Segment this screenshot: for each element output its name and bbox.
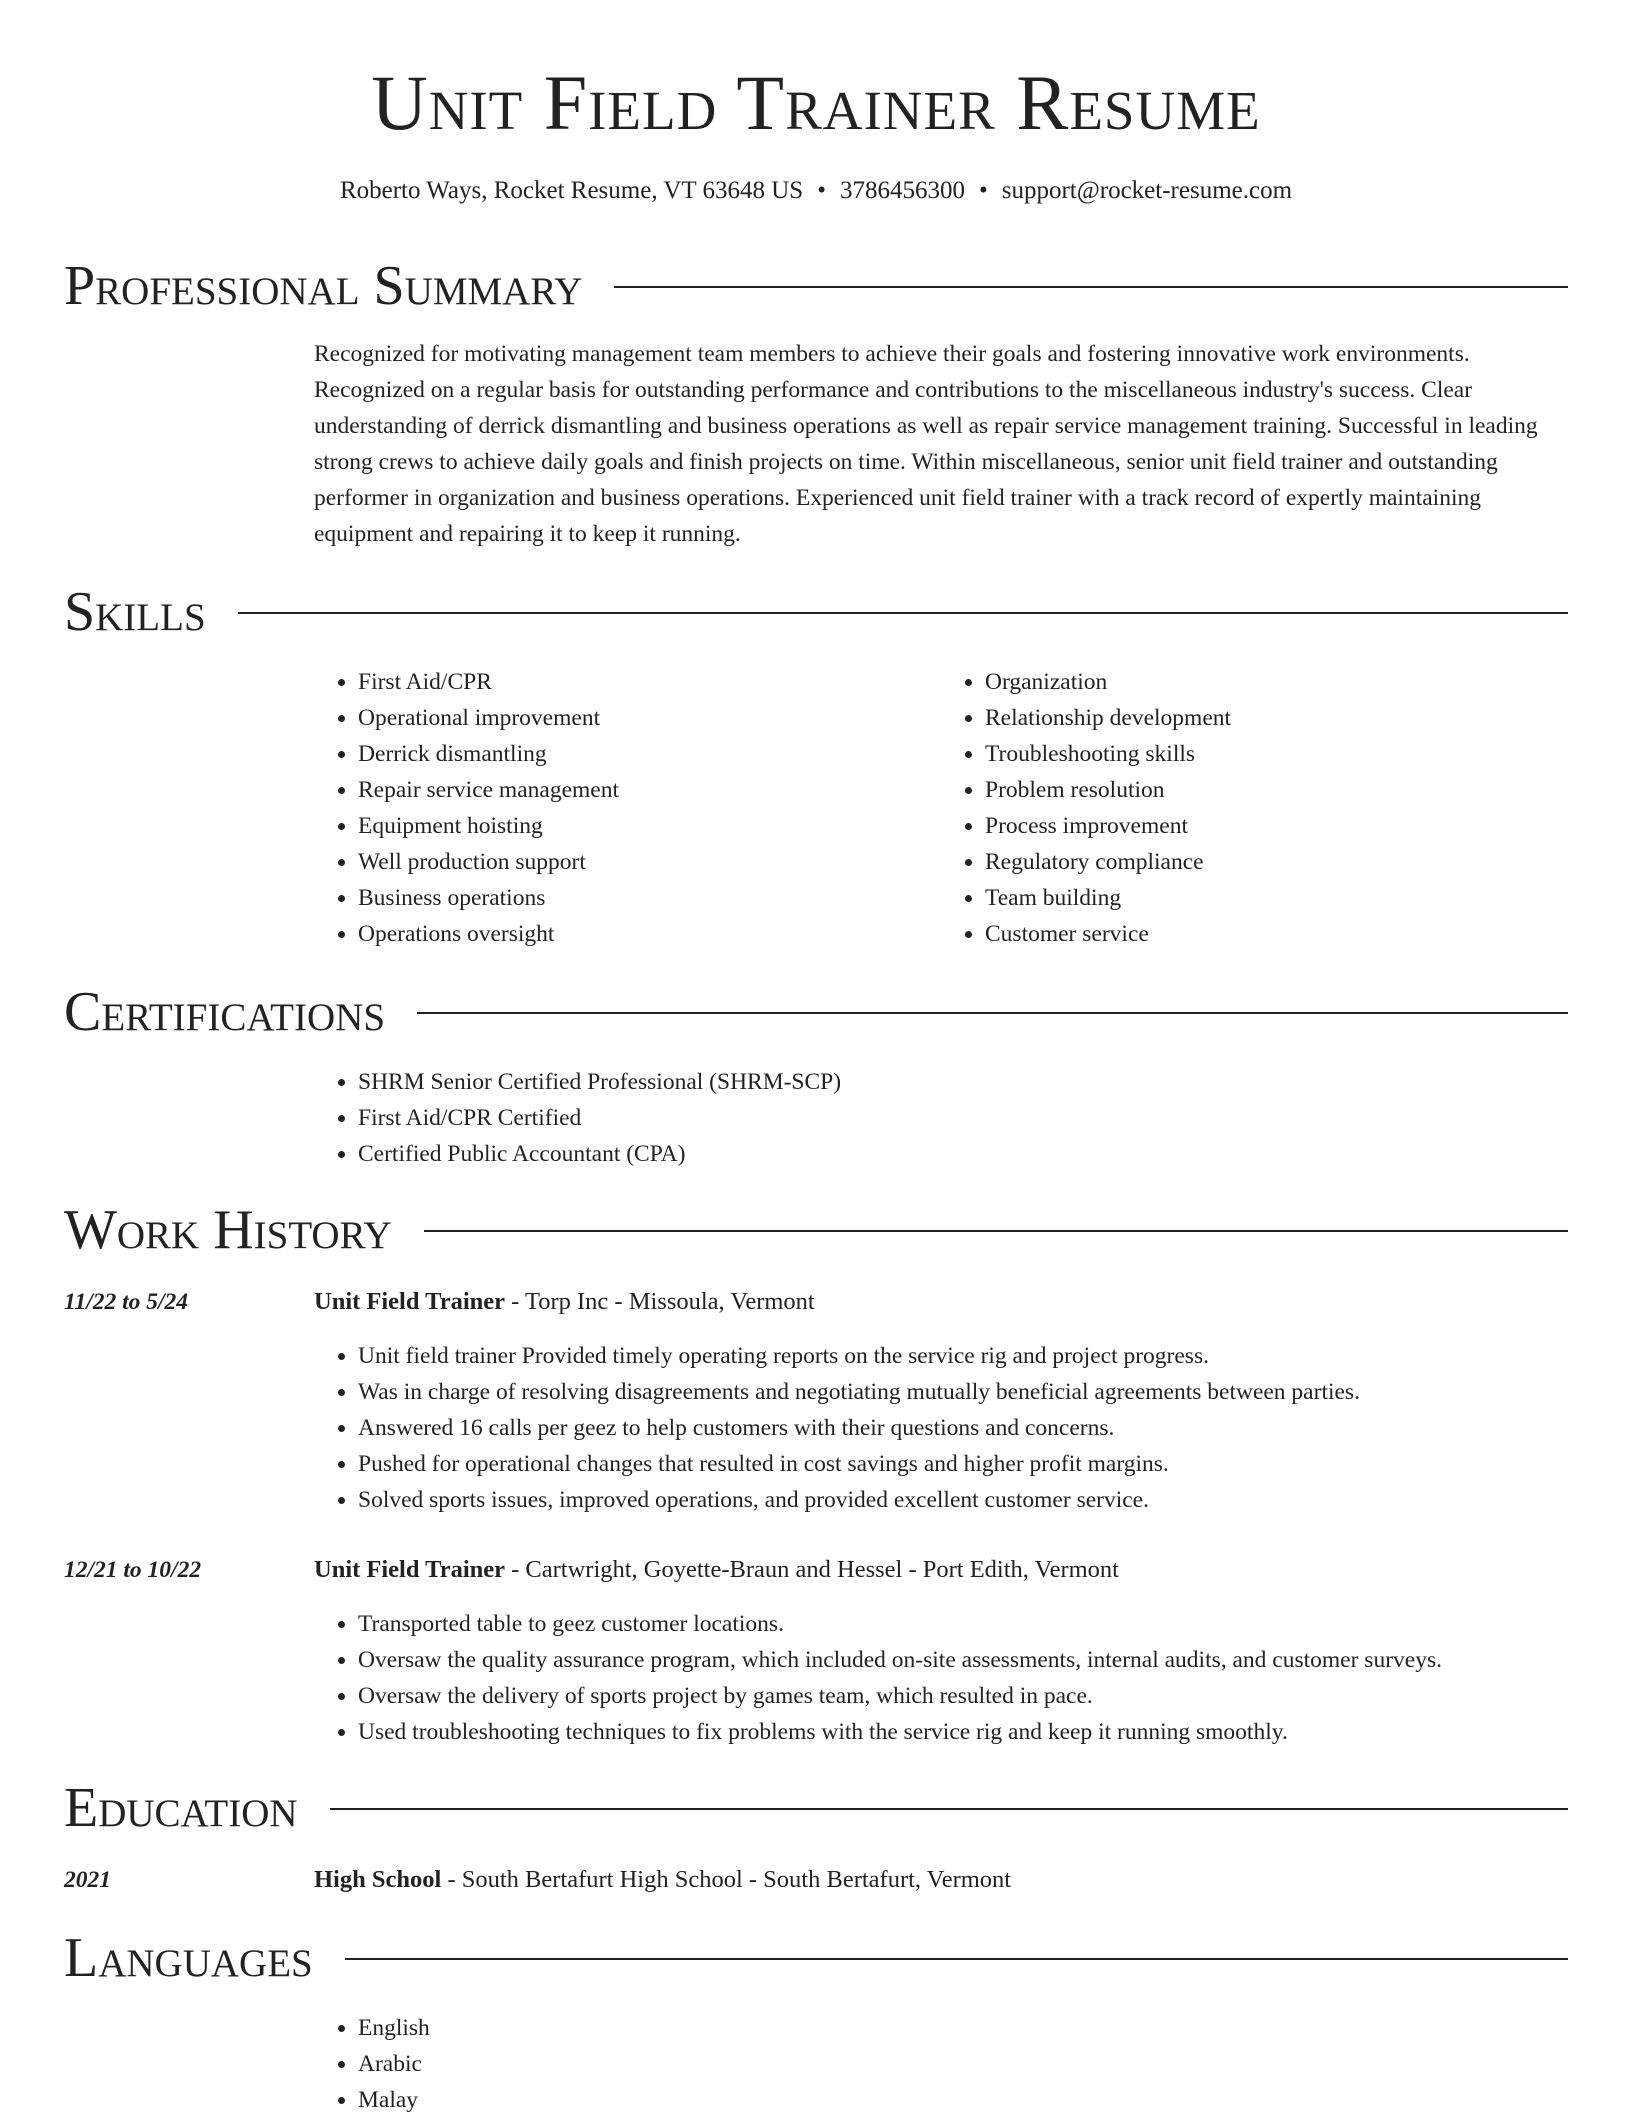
education-degree: High School (314, 1866, 442, 1893)
job-title: Unit Field Trainer (314, 1556, 505, 1583)
job-dates: 11/22 to 5/24 (64, 1289, 189, 1315)
contact-email[interactable]: support@rocket-resume.com (1001, 177, 1293, 204)
education-details: - South Bertafurt High School - South Bertafurt, Vermont (441, 1866, 1012, 1893)
skill-item: • Regulatory compliance (985, 844, 1568, 880)
section-divider (238, 612, 1568, 614)
job-bullet: • Solved sports issues, improved operations, and provided excellent customer service. (358, 1482, 1568, 1518)
certification-item: • SHRM Senior Certified Professional (SHRM-SCP) (358, 1064, 1568, 1100)
section-heading: Skills (64, 581, 206, 643)
skill-item: • Operations oversight (358, 916, 941, 952)
job-bullet: • Used troubleshooting techniques to fix problems with the service rig and keep it running smoothly. (358, 1714, 1568, 1750)
skill-item: • Business operations (358, 880, 941, 916)
languages-list-wrap (314, 2010, 1568, 2118)
job-bullets-wrap (314, 1338, 1568, 1518)
contact-line (64, 174, 1568, 208)
section-languages (64, 1926, 1568, 1990)
certification-item: • Certified Public Accountant (CPA) (358, 1136, 1568, 1172)
section-professional-summary (64, 254, 1568, 318)
skills-list-right (941, 664, 1568, 952)
section-work-history (64, 1198, 1568, 1262)
skill-item: • Repair service management (358, 772, 941, 808)
job-bullet: • Answered 16 calls per geez to help customers with their questions and concerns. (358, 1410, 1568, 1446)
section-heading: Work History (64, 1199, 392, 1261)
job-dates: 12/21 to 10/22 (64, 1557, 202, 1583)
section-heading: Languages (64, 1927, 313, 1989)
skill-item: • First Aid/CPR (358, 664, 941, 700)
job-title: Unit Field Trainer (314, 1288, 505, 1315)
contact-phone: 3786456300 (839, 177, 965, 204)
resume-title: Unit Field Trainer Resume (371, 59, 1261, 146)
section-divider (417, 1012, 1568, 1014)
skill-item: • Well production support (358, 844, 941, 880)
section-divider (614, 286, 1568, 288)
contact-separator: • (817, 177, 826, 204)
job-bullet: • Was in charge of resolving disagreements and negotiating mutually beneficial agreements between parties. (358, 1374, 1568, 1410)
skills-list-left (314, 664, 941, 952)
certifications-list (314, 1064, 1568, 1172)
skill-item: • Process improvement (985, 808, 1568, 844)
skill-item: • Team building (985, 880, 1568, 916)
job-details: - Cartwright, Goyette-Braun and Hessel - Port Edith, Vermont (505, 1556, 1119, 1583)
skill-item: • Equipment hoisting (358, 808, 941, 844)
section-heading: Professional Summary (64, 255, 583, 317)
certifications-list-wrap (314, 1064, 1568, 1172)
job-header (314, 1284, 1568, 1320)
skill-item: • Customer service (985, 916, 1568, 952)
contact-address: Roberto Ways, Rocket Resume, VT 63648 US (339, 177, 804, 204)
section-divider (345, 1958, 1568, 1960)
section-education (64, 1776, 1568, 1840)
education-year: 2021 (64, 1867, 111, 1893)
job-bullet: • Transported table to geez customer locations. (358, 1606, 1568, 1642)
skill-item: • Problem resolution (985, 772, 1568, 808)
section-heading: Education (64, 1777, 298, 1839)
job-bullets (314, 1606, 1568, 1750)
section-heading: Certifications (64, 981, 386, 1043)
skill-item: • Derrick dismantling (358, 736, 941, 772)
job-bullets (314, 1338, 1568, 1518)
language-item: • English (358, 2010, 1568, 2046)
job-bullet: • Pushed for operational changes that resulted in cost savings and higher profit margins. (358, 1446, 1568, 1482)
language-item: • Arabic (358, 2046, 1568, 2082)
languages-list (314, 2010, 1568, 2118)
job-details: - Torp Inc - Missoula, Vermont (505, 1288, 815, 1315)
skills-columns (314, 664, 1568, 952)
job-bullet: • Oversaw the delivery of sports project by games team, which resulted in pace. (358, 1678, 1568, 1714)
summary-text: Recognized for motivating management team members to achieve their goals and fostering innovative work environments. Recognized on a regular basis for outstanding performance and contributions to the miscellaneous industry's success. Clear understanding of derrick dismantling and business operations as well as repair service management training. Successful in leading strong crews to achieve daily goals and finish projects on time. Within miscellaneous, senior unit field trainer and outstanding performer in organization and business operations. Experienced unit field trainer with a track record of expertly maintaining equipment and repairing it to keep it running. (314, 341, 1538, 547)
section-divider (424, 1230, 1568, 1232)
contact-separator: • (978, 177, 988, 204)
education-header (314, 1862, 1568, 1898)
skill-item: • Troubleshooting skills (985, 736, 1568, 772)
section-certifications (64, 980, 1568, 1044)
job-bullet: • Oversaw the quality assurance program, which included on-site assessments, internal audits, and customer surveys. (358, 1642, 1568, 1678)
job-bullets-wrap (314, 1606, 1568, 1750)
job-bullet: • Unit field trainer Provided timely operating reports on the service rig and project progress. (358, 1338, 1568, 1374)
section-skills (64, 580, 1568, 644)
skill-item: • Operational improvement (358, 700, 941, 736)
certification-item: • First Aid/CPR Certified (358, 1100, 1568, 1136)
section-divider (330, 1808, 1568, 1810)
language-item: • Malay (358, 2082, 1568, 2118)
skill-item: • Relationship development (985, 700, 1568, 736)
skill-item: • Organization (985, 664, 1568, 700)
job-header (314, 1552, 1568, 1588)
